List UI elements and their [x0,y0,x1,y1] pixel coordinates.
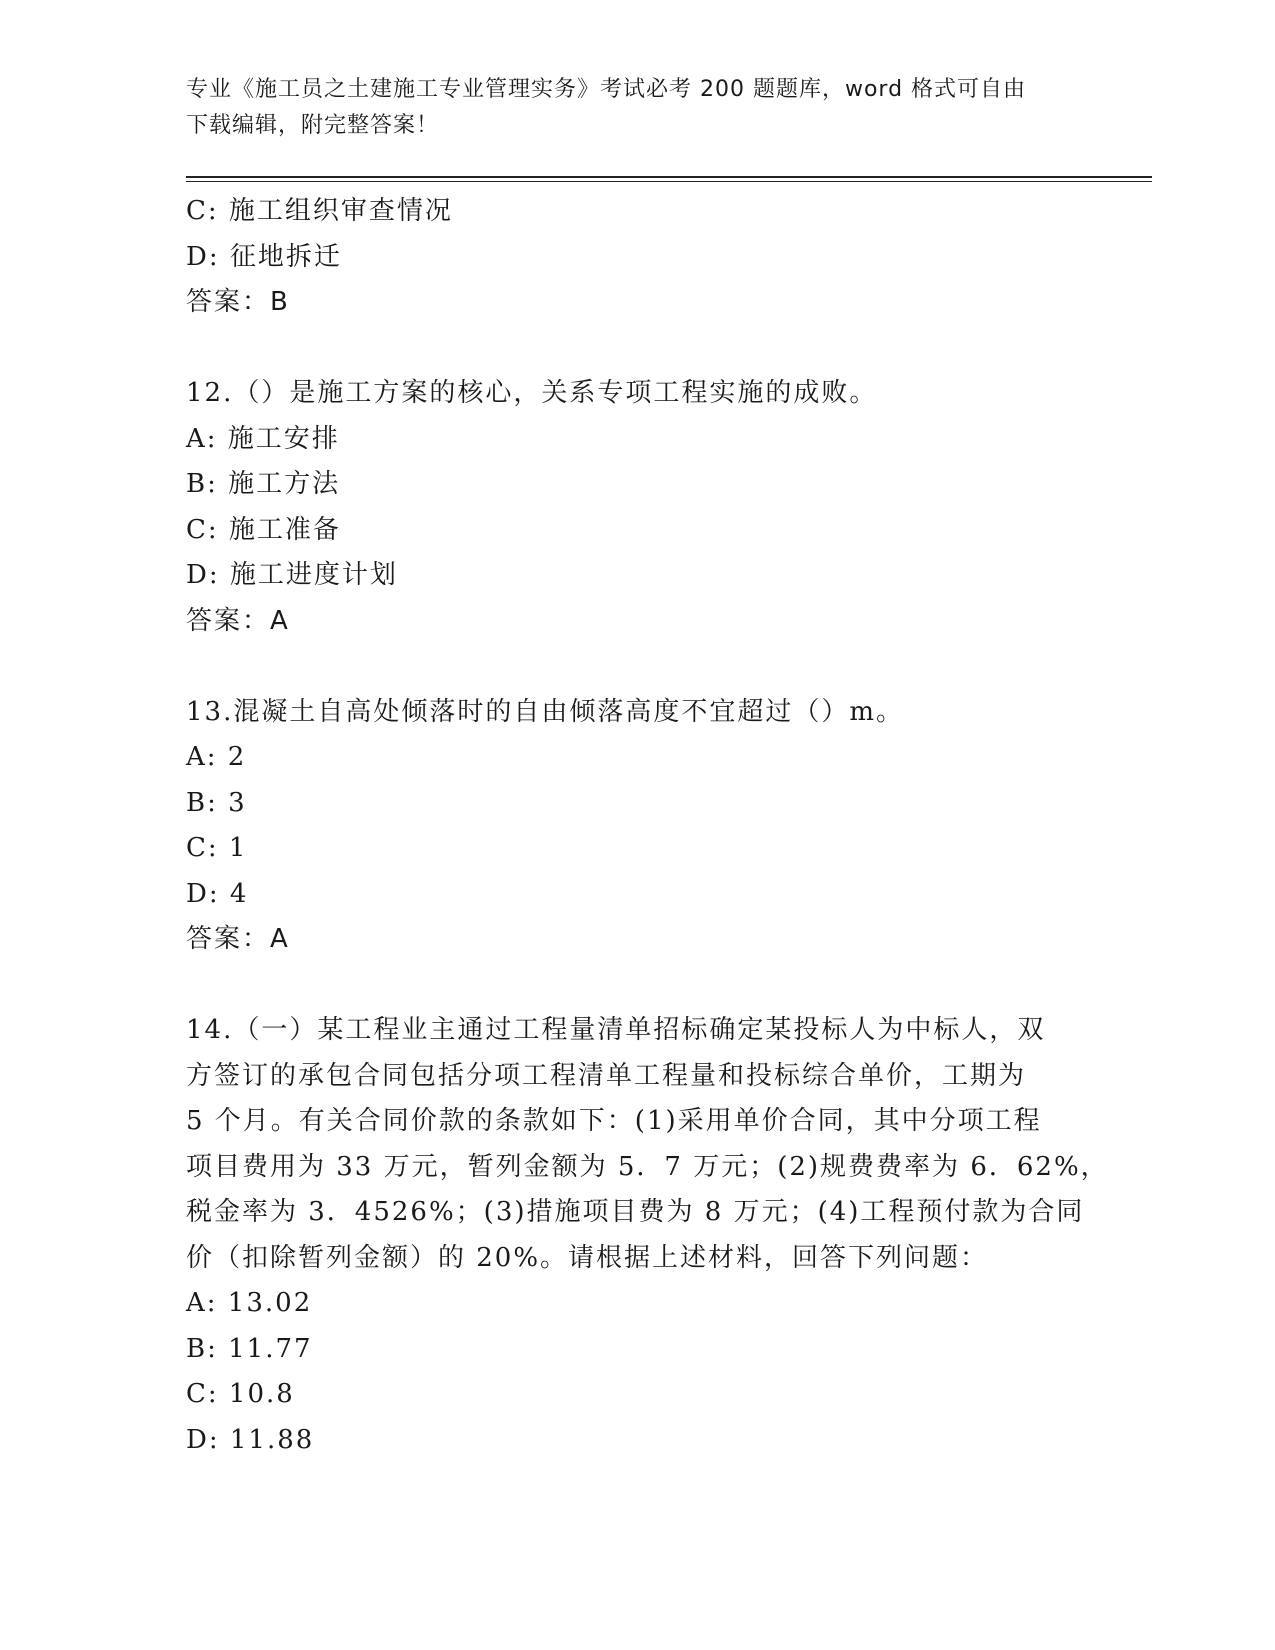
question-text-line: 税金率为 3．4526%；(3)措施项目费为 8 万元；(4)工程预付款为合同 [186,1197,1085,1227]
option-a: A: 施工安排 [186,423,340,454]
question-14 [186,1008,1109,1463]
header-line-2: 下载编辑，附完整答案！ [186,113,440,138]
question-12 [186,371,1086,644]
answer: 答案：A [186,605,290,636]
question-text-line: 14.（一）某工程业主通过工程量清单招标确定某投标人为中标人，双 [186,1015,1046,1045]
option-d: D: 11.88 [186,1424,315,1455]
header-rule-top [186,176,1152,178]
option-d: D: 施工进度计划 [186,560,398,590]
option-c: C: 施工组织审查情况 [186,196,453,226]
option-d: D: 4 [186,878,249,909]
header-line-1: 专业《施工员之土建施工专业管理实务》考试必考 200 题题库，word 格式可自由 [186,77,1027,102]
option-a: A: 2 [186,742,247,772]
option-c: C: 10.8 [186,1379,295,1409]
question-text-line: 5 个月。有关合同价款的条款如下：(1)采用单价合同，其中分项工程 [186,1106,1042,1136]
question-text: 12.（）是施工方案的核心，关系专项工程实施的成败。 [186,378,878,408]
question-text-line: 方签订的承包合同包括分项工程清单工程量和投标综合单价，工期为 [186,1060,1027,1091]
option-c: C: 施工准备 [186,514,341,545]
option-d: D: 征地拆迁 [186,241,342,272]
option-c: C: 1 [186,833,248,863]
spacer [186,644,1086,690]
option-b: B: 11.77 [186,1333,313,1364]
page-header [186,72,1066,144]
spacer [186,963,1086,1009]
question-text-line: 项目费用为 33 万元，暂列金额为 5．7 万元；(2)规费费率为 6．62%， [186,1151,1109,1182]
option-b: B: 3 [186,787,247,818]
spacer [186,326,1086,372]
option-a: A: 13.02 [186,1288,313,1318]
question-text-line: 价（扣除暂列金额）的 20%。请根据上述材料，回答下列问题： [186,1242,989,1273]
question-13 [186,690,1086,963]
question-11-tail [186,189,1086,326]
question-text: 13.混凝土自高处倾落时的自由倾落高度不宜超过（）m。 [186,696,905,727]
header-rule-bottom [186,181,1152,182]
answer: 答案：A [186,924,290,954]
answer: 答案：B [186,287,290,317]
document-body [186,189,1109,1463]
option-b: B: 施工方法 [186,469,341,499]
